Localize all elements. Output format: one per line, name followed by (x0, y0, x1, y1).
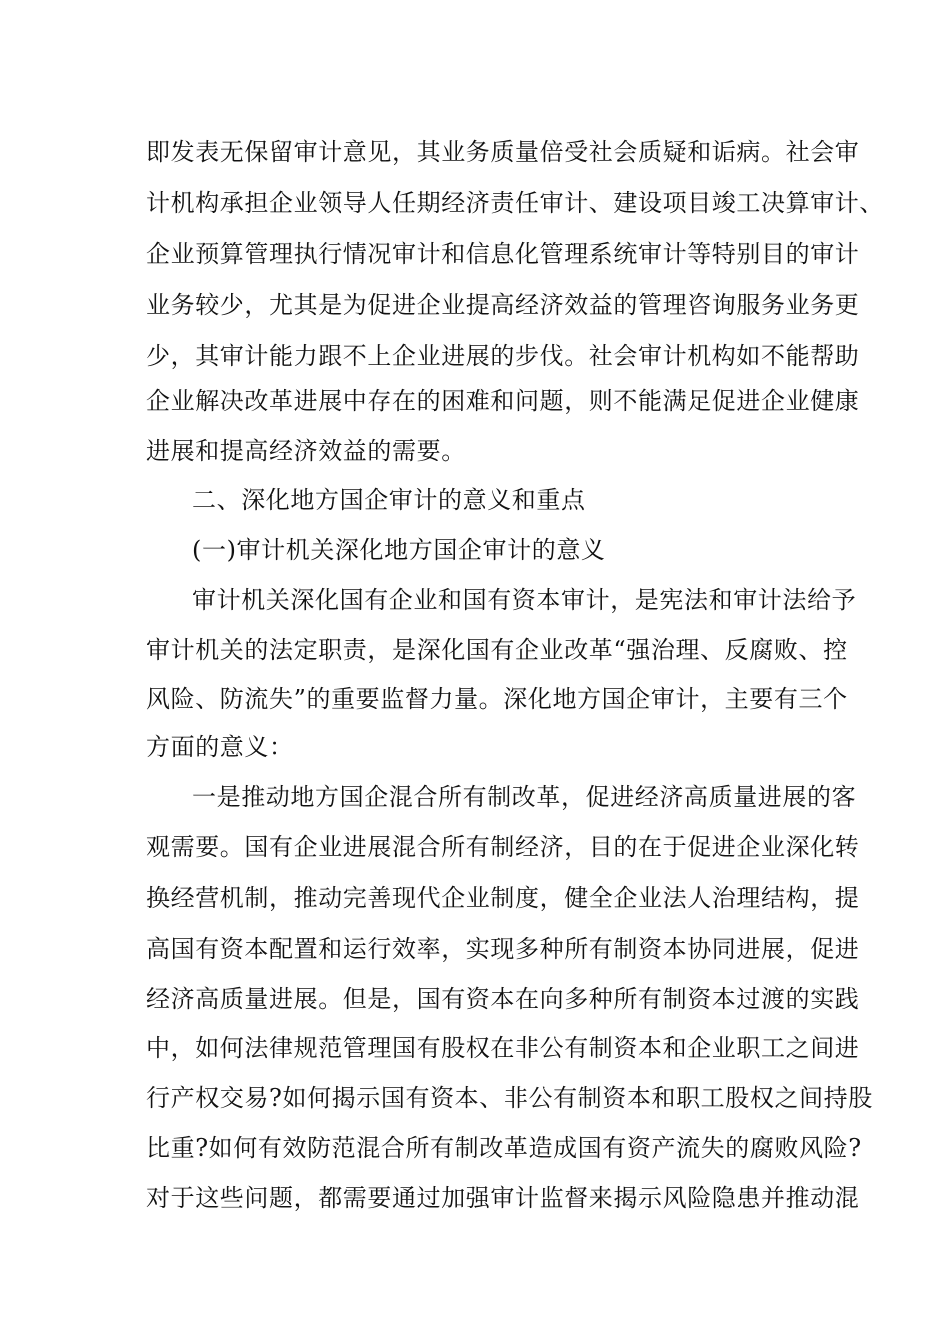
section-heading: 二、深化地方国企审计的意义和重点 (192, 486, 586, 514)
text-line: 行产权交易?如何揭示国有资本、非公有制资本和职工股权之间持股 (146, 1084, 873, 1112)
text-line: 少，其审计能力跟不上企业进展的步伐。社会审计机构如不能帮助 (146, 342, 860, 370)
text-line: 换经营机制，推动完善现代企业制度，健全企业法人治理结构，提 (146, 884, 860, 912)
text-line: 审计机关的法定职责，是深化国有企业改革“强治理、反腐败、控 (146, 636, 848, 664)
text-line: 即发表无保留审计意见，其业务质量倍受社会质疑和诟病。社会审 (146, 138, 860, 166)
text-line: 计机构承担企业领导人任期经济责任审计、建设项目竣工决算审计、 (146, 189, 884, 217)
text-line: 风险、防流失”的重要监督力量。深化地方国企审计，主要有三个 (146, 685, 848, 713)
text-line: 进展和提高经济效益的需要。 (146, 437, 466, 465)
text-line: 观需要。国有企业进展混合所有制经济，目的在于促进企业深化转 (146, 833, 860, 861)
subsection-heading: (一)审计机关深化地方国企审计的意义 (192, 536, 606, 564)
text-line: 方面的意义： (146, 733, 294, 761)
text-line: 中，如何法律规范管理国有股权在非公有制资本和企业职工之间进 (146, 1034, 860, 1062)
text-line: 比重?如何有效防范混合所有制改革造成国有资产流失的腐败风险? (146, 1134, 862, 1162)
text-line: 经济高质量进展。但是，国有资本在向多种所有制资本过渡的实践 (146, 985, 860, 1013)
text-line: 高国有资本配置和运行效率，实现多种所有制资本协同进展，促进 (146, 935, 860, 963)
text-line: 审计机关深化国有企业和国有资本审计，是宪法和审计法给予 (192, 586, 857, 614)
text-line: 企业解决改革进展中存在的困难和问题，则不能满足促进企业健康 (146, 387, 860, 415)
text-line: 业务较少，尤其是为促进企业提高经济效益的管理咨询服务业务更 (146, 291, 860, 319)
text-line: 企业预算管理执行情况审计和信息化管理系统审计等特别目的审计 (146, 240, 860, 268)
text-line: 一是推动地方国企混合所有制改革，促进经济高质量进展的客 (192, 783, 857, 811)
text-line: 对于这些问题，都需要通过加强审计监督来揭示风险隐患并推动混 (146, 1184, 860, 1212)
